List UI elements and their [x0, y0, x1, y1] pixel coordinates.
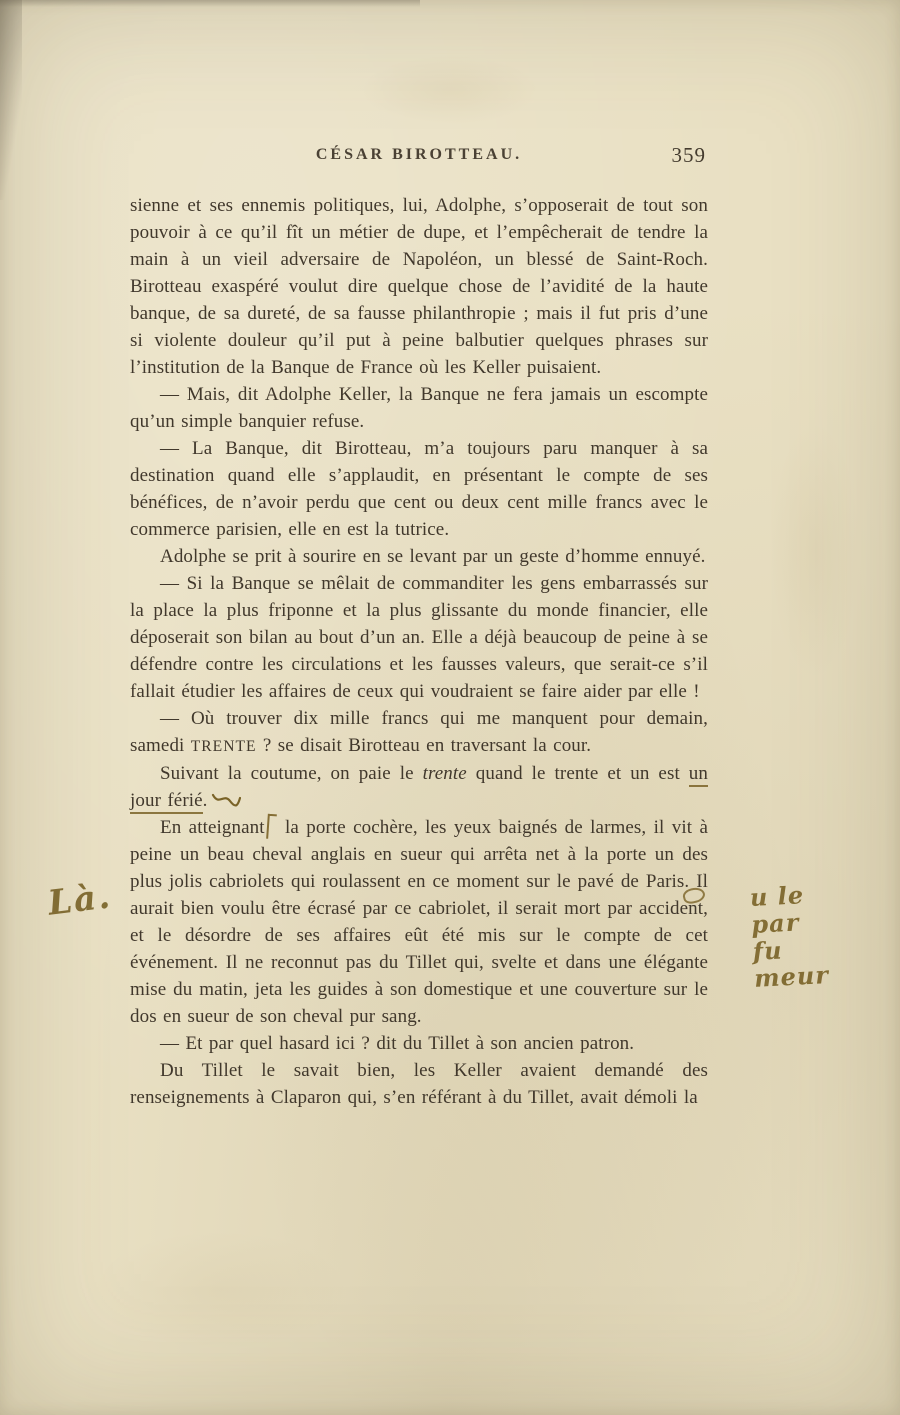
- paragraph-6: [130, 705, 708, 760]
- handwritten-note-right: [749, 880, 829, 992]
- paragraph-4: Adolphe se prit à sourire en se levant par un geste d’homme ennuyé.: [160, 546, 706, 567]
- paper-stain: [770, 420, 860, 680]
- paragraph-10: Du Tillet le savait bien, les Keller avaient demandé des renseignements à Claparon qui, s’en référant à du Tillet, avait démoli la: [130, 1060, 708, 1108]
- page-edge-shadow-top: [0, 0, 420, 7]
- p8-text-rest: la porte cochère, les yeux baignés de larmes, il vit à peine un beau cheval anglais en sueur qui arrêta net à la porte un des plus jolis cabriolets qui roulassent en ce moment sur le pavé de Paris. Il aurait bien voulu être écrasé par ce cabriolet, il serait mort par accident, et le désordre de ses affaires eût été mis sur le compte de cet événement. Il ne reconnut pas du Tillet qui, svelte et dans une élégante mise du matin, jeta les guides à son domestique et une couverture sur le dos en sueur de son cheval pur sang.: [130, 817, 709, 1027]
- paper-stain: [360, 55, 540, 125]
- paragraph-7: [130, 760, 708, 814]
- p7-text-end: .: [202, 790, 208, 811]
- handwritten-note-left: Là.: [45, 876, 114, 924]
- right-note-line-2: par: [750, 907, 801, 939]
- page-number: 359: [671, 143, 706, 167]
- right-note-line-1: u le: [749, 880, 805, 912]
- right-note-line-3: fu: [751, 935, 784, 966]
- p7-handwritten-underlined-text: un jour férié: [130, 763, 708, 814]
- paragraph-8: [130, 814, 708, 1030]
- p6-smallcaps-trente: TRENTE: [190, 738, 257, 755]
- running-title: CÉSAR BIROTTEAU.: [315, 146, 523, 163]
- insertion-caret-icon: [266, 814, 277, 840]
- p6-text-before: — Où trouver dix mille francs qui me manquent pour demain, samedi: [130, 708, 708, 756]
- paragraph-3: — La Banque, dit Birotteau, m’a toujours paru manquer à sa destination quand elle s’applaudit, en présentant le compte de ses bénéfices, de n’avoir perdu que cent ou deux cent mille francs avec le commerce parisien, elle en est la tutrice.: [130, 438, 708, 540]
- paper-stain: [90, 1230, 350, 1350]
- right-note-line-4: meur: [753, 960, 830, 993]
- paragraph-2: — Mais, dit Adolphe Keller, la Banque ne fera jamais un escompte qu’un simple banquier refuse.: [130, 384, 708, 432]
- page-text-block: [130, 192, 708, 1111]
- p6-text-after: ? se disait Birotteau en traversant la cour.: [256, 735, 592, 756]
- page-header: [130, 143, 708, 176]
- paragraph-9: — Et par quel hasard ici ? dit du Tillet à son ancien patron.: [160, 1033, 635, 1054]
- p7-text-before: Suivant la coutume, on paie le: [160, 763, 423, 784]
- p7-text-mid: quand le trente et un est: [466, 763, 689, 784]
- p8-text-start: En atteignant: [160, 817, 265, 838]
- p7-italic-trente: trente: [422, 763, 467, 784]
- paragraph-1: sienne et ses ennemis politiques, lui, Adolphe, s’opposerait de tout son pouvoir à ce qu’il fît un métier de dupe, et l’empêcherait de tendre la main à un vieil adversaire de Napoléon, un blessé de Saint-Roch. Birotteau exaspéré voulut dire quelque chose de l’avidité de la haute banque, de sa dureté, de sa fausse philanthropie ; mais il fut pris d’une si violente douleur qu’il put à peine balbutier quelques phrases sur l’institution de la Banque de France où les Keller puisaient.: [130, 195, 708, 378]
- handwritten-squiggle-icon: [211, 792, 241, 808]
- paragraph-5: — Si la Banque se mêlait de commanditer les gens embarrassés sur la place la plus friponne et la plus glissante du monde financier, elle déposerait son bilan au bout d’un an. Elle a déjà beaucoup de peine à se défendre contre les circulations et les fausses valeurs, que serait-ce s’il fallait étudier les affaires de ceux qui voudraient se faire aider par elle !: [130, 573, 708, 702]
- page-edge-shadow: [0, 0, 22, 200]
